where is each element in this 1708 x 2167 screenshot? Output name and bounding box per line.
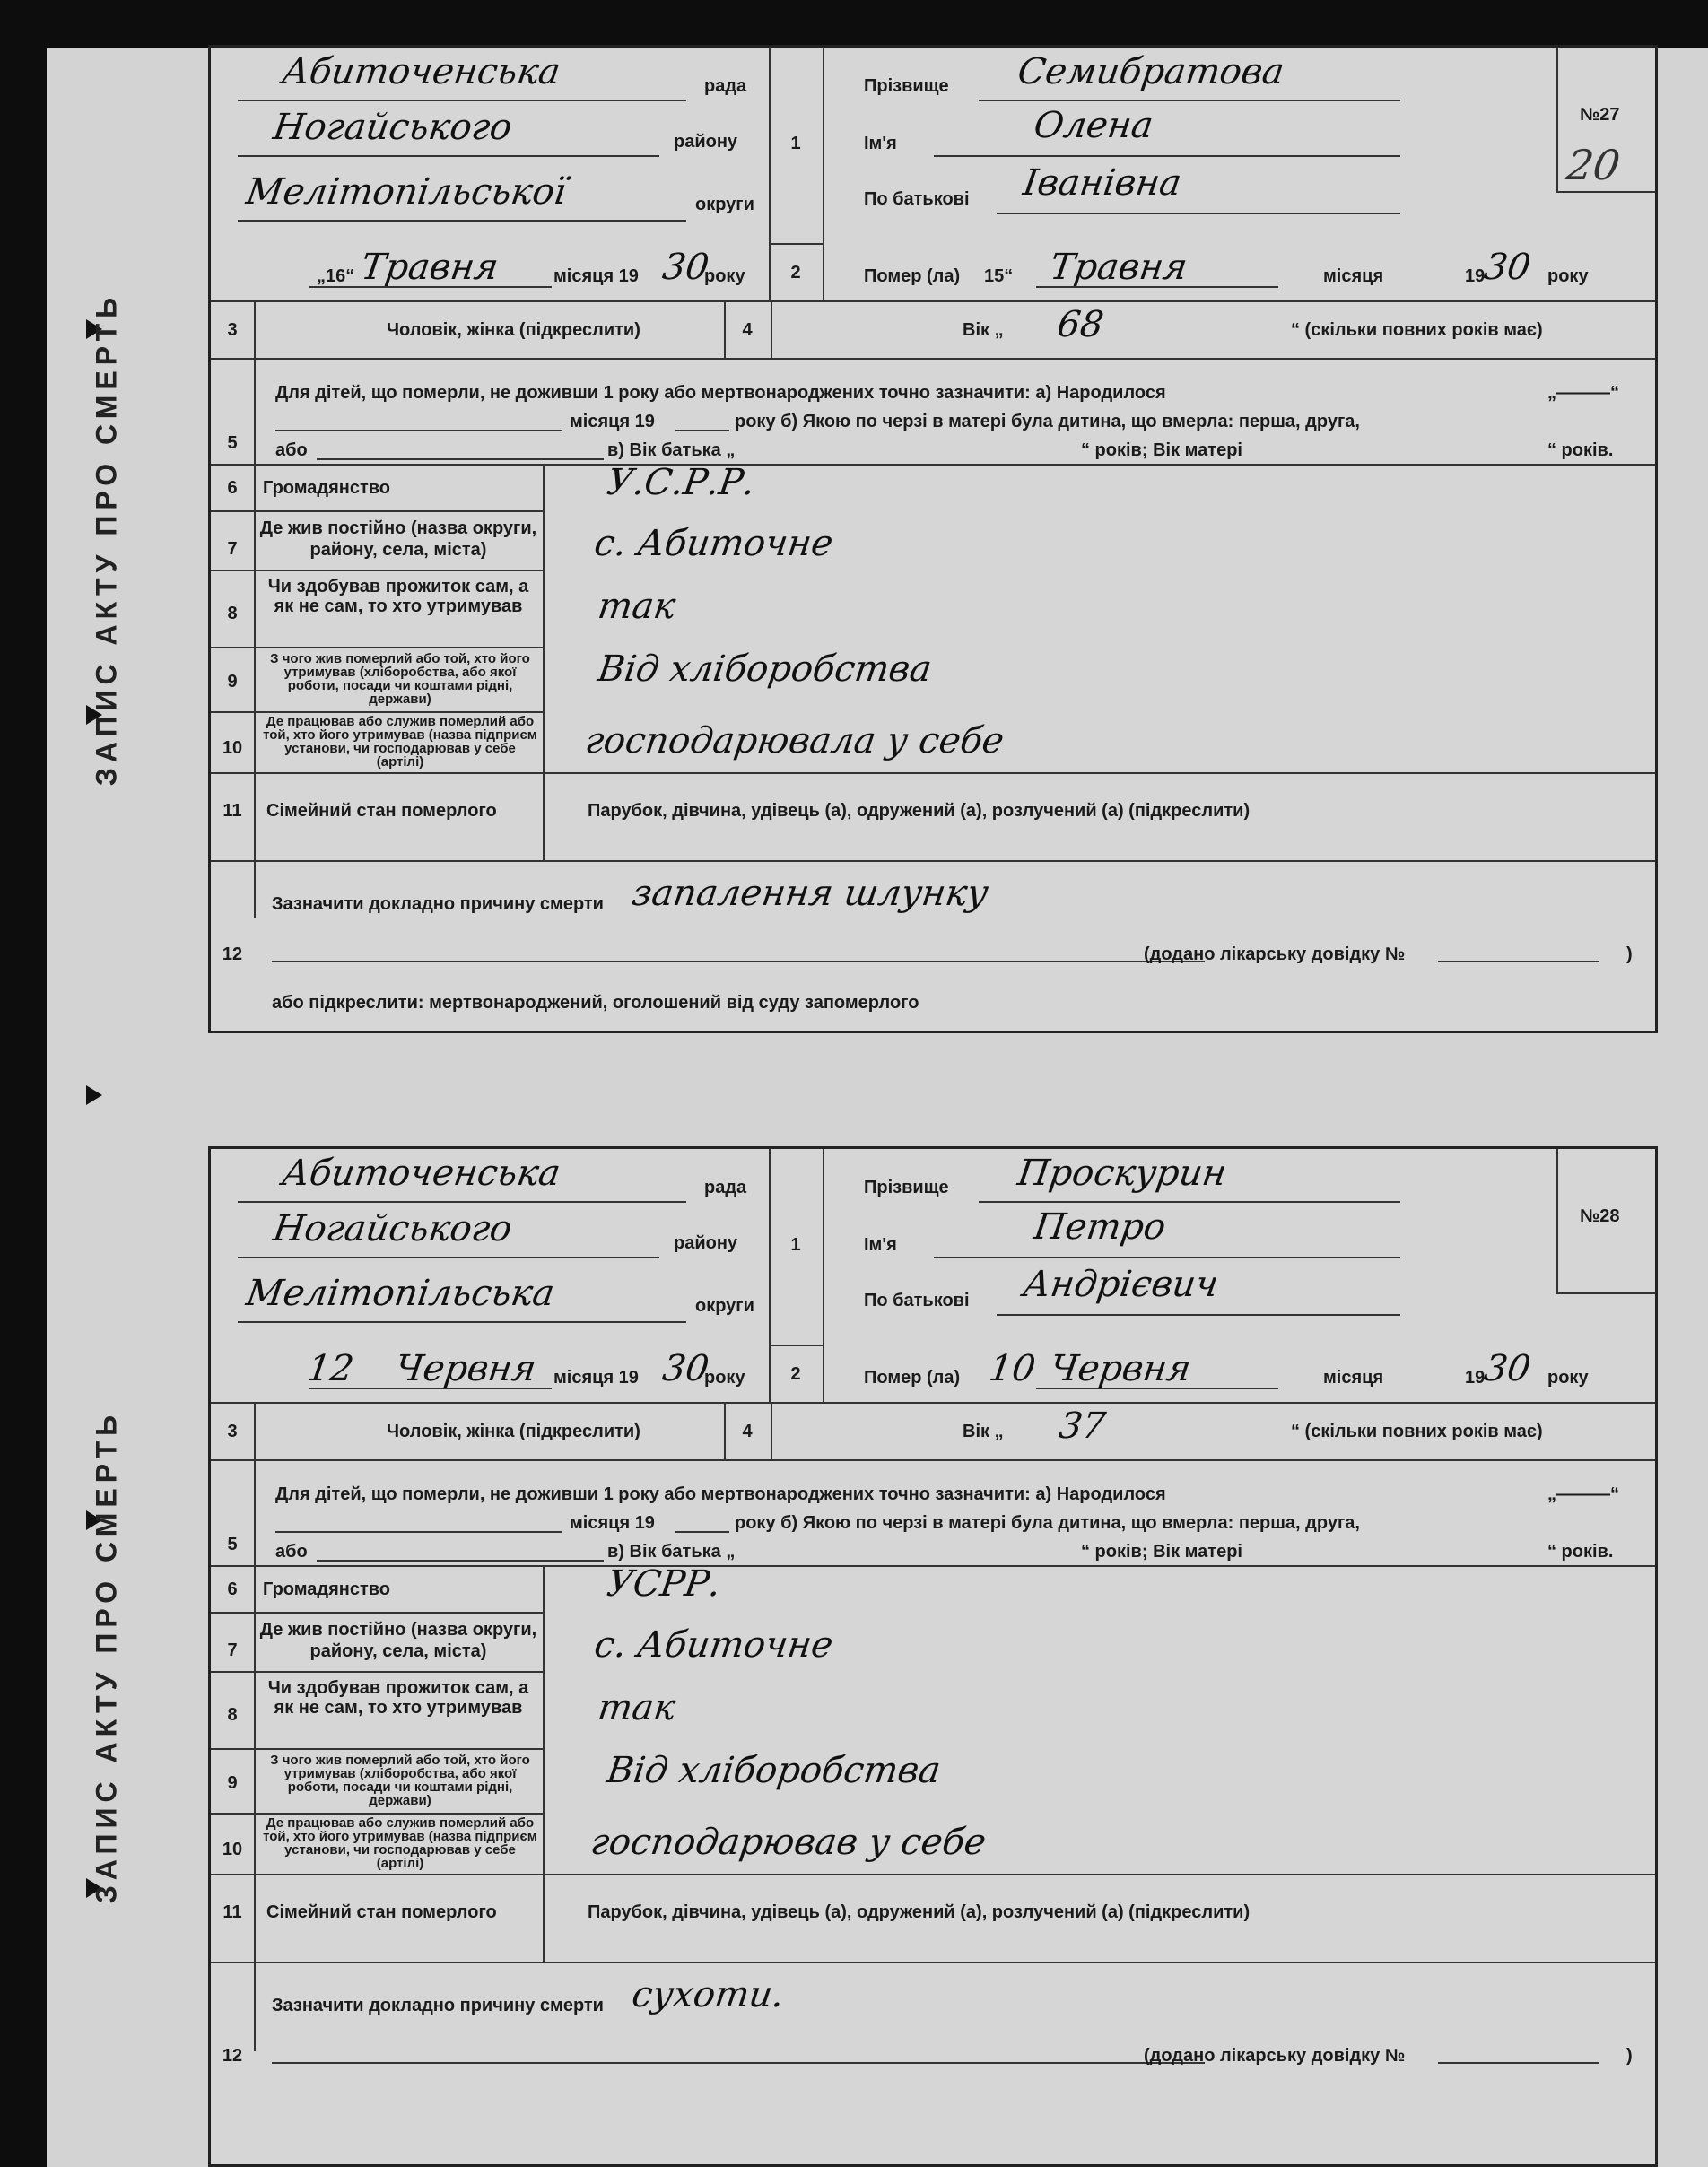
record-number-box: №27 20	[1556, 48, 1655, 193]
livelihood-value: так	[595, 586, 678, 627]
cause-value: запалення шлунку	[629, 873, 991, 914]
record-number-box: №28	[1556, 1149, 1655, 1294]
death-year-value: 30	[1481, 247, 1534, 288]
death-month-value: Травня	[1047, 247, 1190, 288]
source-value: Від хліборобства	[604, 1750, 944, 1791]
surname-value: Семибратова	[1015, 51, 1287, 92]
citizenship-value: У.С.Р.Р.	[604, 462, 758, 503]
death-year-value: 30	[1481, 1348, 1534, 1389]
reg-year-value: 30	[659, 1348, 712, 1389]
council-value: Абиточенська	[279, 51, 563, 92]
reg-month-value: Червня	[392, 1348, 539, 1389]
patronymic-value: Іванівна	[1020, 162, 1184, 204]
okruh-value: Мелітопільська	[243, 1273, 557, 1314]
livelihood-value: так	[595, 1687, 678, 1728]
council-value: Абиточенська	[279, 1153, 563, 1194]
okruh-value: Мелітопільської	[243, 171, 569, 213]
patronymic-value: Андрієвич	[1020, 1264, 1221, 1305]
death-record-form-1: ЗАПИС АКТУ ПРО СМЕРТЬ 1 2 Абиточенська рада Ногайського району Мелітопільської округи „16“ Травня місяця 19 30 року Прізвище Семибратова Ім'я Олена По батькові Іванівна Помер (ла) 15“ Травня місяця 19 30 року №27 20 3 Чоловік, жінка (підкреслити) 4 Вік „ 68 “ (скільки повних років має) 5 Для дітей, що померли, не доживши 1 року або мертвонароджених точно зазначити: а) Народилося „———“ місяця 19 року б) Якою по черзі в матері була дитина, що вмерла: перша, друга, або в) Вік батька „ “ років; Вік матері “ років. 6 Громадянство У.С.Р.Р. 7 Де жив постійно (назва округи, району, села, міста) с. Абиточне 8 Чи здобував прожиток сам, а як не сам, то хто утримував так 9 З чого жив померлий або той, хто його утримував (хліборобства, або якої роботи, посади чи коштами рідні, держави) Від хліборобства 10 Де працював або служив померлий або той, хто його утримував (назва підприєм установи, чи господарював у себе (артілі) господарювала у себе 11 Сімейний стан померлого Парубок, дівчина, удівець (а), одружений (а), розлучений (а) (підкреслити) 12 Зазначити докладно причину смерти запалення шлунку (додано лікарську довідку № ) або підкреслити: мертвонароджений, оголошений від суду запомерлого	[208, 45, 1658, 1033]
name-value: Олена	[1031, 105, 1156, 146]
side-title: ЗАПИС АКТУ ПРО СМЕРТЬ	[90, 1409, 123, 1904]
residence-value: с. Абиточне	[591, 1624, 836, 1666]
death-record-form-2: ЗАПИС АКТУ ПРО СМЕРТЬ 1 2 Абиточенська рада Ногайського району Мелітопільська округи 12 Червня місяця 19 30 року Прізвище Проскурин Ім'я Петро По батькові Андрієвич Помер (ла) 10 Червня місяця 19 30 року №28 3 Чоловік, жінка (підкреслити) 4 Вік „ 37 “ (скільки повних років має) 5 Для дітей, що померли, не доживши 1 року або мертвонароджених точно зазначити: а) Народилося „———“ місяця 19 року б) Якою по черзі в матері була дитина, що вмерла: перша, друга, або в) Вік батька „ “ років; Вік матері “ років. 6 Громадянство УСРР. 7 Де жив постійно (назва округи, району, села, міста) с. Абиточне 8 Чи здобував прожиток сам, а як не сам, то хто утримував так 9 З чого жив померлий або той, хто його утримував (хліборобства, або якої роботи, посади чи коштами рідні, держави) Від хліборобства 10 Де працював або служив померлий або той, хто його утримував (назва підприєм установи, чи господарював у себе (артілі) господарював у себе 11 Сімейний стан померлого Парубок, дівчина, удівець (а), одружений (а), розлучений (а) (підкреслити) 12 Зазначити докладно причину смерти сухоти. (додано лікарську довідку № )	[208, 1146, 1658, 2167]
reg-day-value: 12	[304, 1348, 357, 1389]
workplace-value: господарював у себе	[588, 1822, 989, 1863]
residence-value: с. Абиточне	[591, 523, 836, 564]
reg-month-value: Травня	[358, 247, 501, 288]
reg-year-value: 30	[659, 247, 712, 288]
age-value: 37	[1056, 1406, 1109, 1447]
age-value: 68	[1054, 304, 1107, 345]
district-value: Ногайського	[270, 107, 515, 148]
name-value: Петро	[1031, 1206, 1169, 1248]
source-value: Від хліборобства	[595, 648, 935, 690]
citizenship-value: УСРР.	[604, 1563, 724, 1605]
death-day-value: 10	[986, 1348, 1039, 1389]
cause-value: сухоти.	[629, 1974, 787, 2015]
surname-value: Проскурин	[1015, 1153, 1230, 1194]
side-title: ЗАПИС АКТУ ПРО СМЕРТЬ	[90, 292, 123, 787]
district-value: Ногайського	[270, 1208, 515, 1249]
workplace-value: господарювала у себе	[582, 720, 1007, 761]
binder-hole-mark	[86, 1085, 102, 1105]
death-month-value: Червня	[1047, 1348, 1194, 1389]
